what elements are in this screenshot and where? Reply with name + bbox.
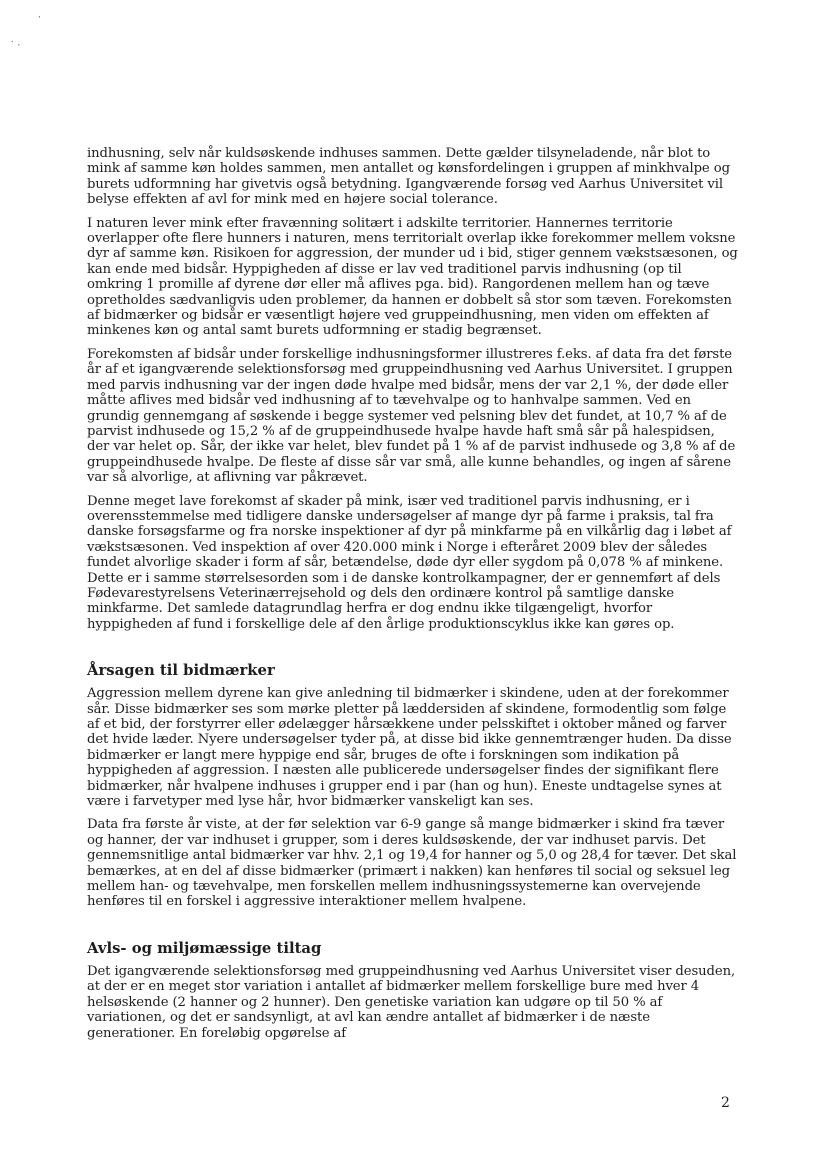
paragraph: Forekomsten af bidsår under forskellige indhusningsformer illustreres f.eks. af data fra det første år af et igangværende selektionsforsøg med gruppeindhusning ved Aarhus Universitet. I gruppen med parvis indhusning var der ingen døde hvalpe med bidsår, mens der var 2,1 %, der døde eller måtte aflives med bidsår ved indhusning af to tævehvalpe og to hanhvalpe sammen. Ved en grundig gennemgang af søskende i begge systemer ved pelsning blev det fundet, at 10,7 % af de parvist indhusede og 15,2 % af de gruppeindhusede hvalpe havde haft små sår på halespidsen, der var helet op. Sår, der ikke var helet, blev fundet på 1 % af de parvist indhusede og 3,8 % af de gruppeindhusede hvalpe. De fleste af disse sår var små, alle kunne behandles, og ingen af sårene var så alvorlige, at aflivning var påkrævet. [87,346,736,486]
paragraph: I naturen lever mink efter fravænning solitært i adskilte territorier. Hannernes territorie overlapper ofte flere hunners i naturen, mens territorialt overlap ikke forekommer mellem voksne dyr af samme køn. Risikoen for aggression, der munder ud i bid, stiger gennem vækstsæsonen, og kan ende med bidsår. Hyppigheden af disse er lav ved traditionel parvis indhusning (op til omkring 1 promille af dyrene dør eller må aflives pga. bid). Rangordenen mellem han og tæve opretholdes sædvanligvis uden problemer, da hannen er dobbelt så stor som tæven. Forekomsten af bidmærker og bidsår er væsentligt højere ved gruppeindhusning, men viden om effekten af minkenes køn og antal samt burets udformning er stadig begrænset. [87,215,738,339]
paragraph: indhusning, selv når kuldsøskende indhuses sammen. Dette gælder tilsyneladende, når blot to mink af samme køn holdes sammen, men antallet og kønsfordelingen i gruppen af minkhvalpe og burets udformning har givetvis også betydning. Igangværende forsøg ved Aarhus Universitet vil belyse effekten af avl for mink med en højere social tolerance. [87,146,730,208]
paragraph: Det igangværende selektionsforsøg med gruppeindhusning ved Aarhus Universitet viser desuden, at der er en meget stor variation i antallet af bidmærker mellem forskellige bure med hver 4 helsøskende (2 hanner og 2 hunner). Den genetiske variation kan udgøre op til 50 % af variationen, og det er sandsynligt, at avl kan ændre antallet af bidmærker i de næste generationer. En foreløbig opgørelse af [87,963,736,1041]
paragraph: Denne meget lave forekomst af skader på mink, især ved traditionel parvis indhusning, er i overensstemmelse med tidligere danske undersøgelser af mange dyr på farme i praksis, tal fra danske forsøgsfarme og fra norske inspektioner af dyr på minkfarme på en vilkårlig dag i løbet af vækstsæsonen. Ved inspektion af over 420.000 mink i Norge i efteråret 2009 blev der således fundet alvorlige skader i form af sår, betændelse, døde dyr eller sygdom på 0,078 % af minkene. Dette er i samme størrelsesorden som i de danske kontrolkampagner, der er gennemført af dels Fødevarestyrelsens Veterinærrejsehold og dels den ordinære kontrol på samtlige danske minkfarme. Det samlede datagrundlag herfra er dog endnu ikke tilgængeligt, hvorfor hyppigheden af fund i forskellige dele af den årlige produktionscyklus ikke kan gøres op. [87,493,732,632]
section-heading: Årsagen til bidmærker [87,662,275,680]
section-heading: Avls- og miljømæssige tiltag [87,939,322,957]
paragraph: Aggression mellem dyrene kan give anledning til bidmærker i skindene, uden at der forekommer sår. Disse bidmærker ses som mørke pletter på læddersiden af skindene, formodentlig som følge af et bid, der forstyrrer eller ødelægger hårsækkene under pelsskiftet i oktober måned og farver det hvide læder. Nyere undersøgelser tyder på, at disse bid ikke gennemtrænger huden. Da disse bidmærker er langt mere hyppige end sår, bruges de ofte i forskningen som indikation på hyppigheden af aggression. I næsten alle publicerede undersøgelser findes der signifikant flere bidmærker, når hvalpene indhuses i grupper end i par (han og hun). Eneste undtagelse synes at være i farvetyper med lyse hår, hvor bidmærker vanskeligt kan ses. [87,686,732,810]
document-body [87,146,739,1041]
paragraph: Data fra første år viste, at der før selektion var 6-9 gange så mange bidmærker i skind fra tæver og hanner, der var indhuset i grupper, som i deres kuldsøskende, der var indhuset parvis. Det gennemsnitlige antal bidmærker var hhv. 2,1 og 19,4 for hanner og 5,0 og 28,4 for tæver. Det skal bemærkes, at en del af disse bidmærker (primært i nakken) kan henføres til social og seksuel leg mellem han- og tævehvalpe, men forskellen mellem indhusningssystemerne kan overvejende henføres til en forskel i aggressive interaktioner mellem hvalpene. [87,817,737,910]
scan-speck-top: · [38,13,41,23]
scan-speck-left: ˙ · [10,41,21,51]
page-number: 2 [721,1095,730,1111]
